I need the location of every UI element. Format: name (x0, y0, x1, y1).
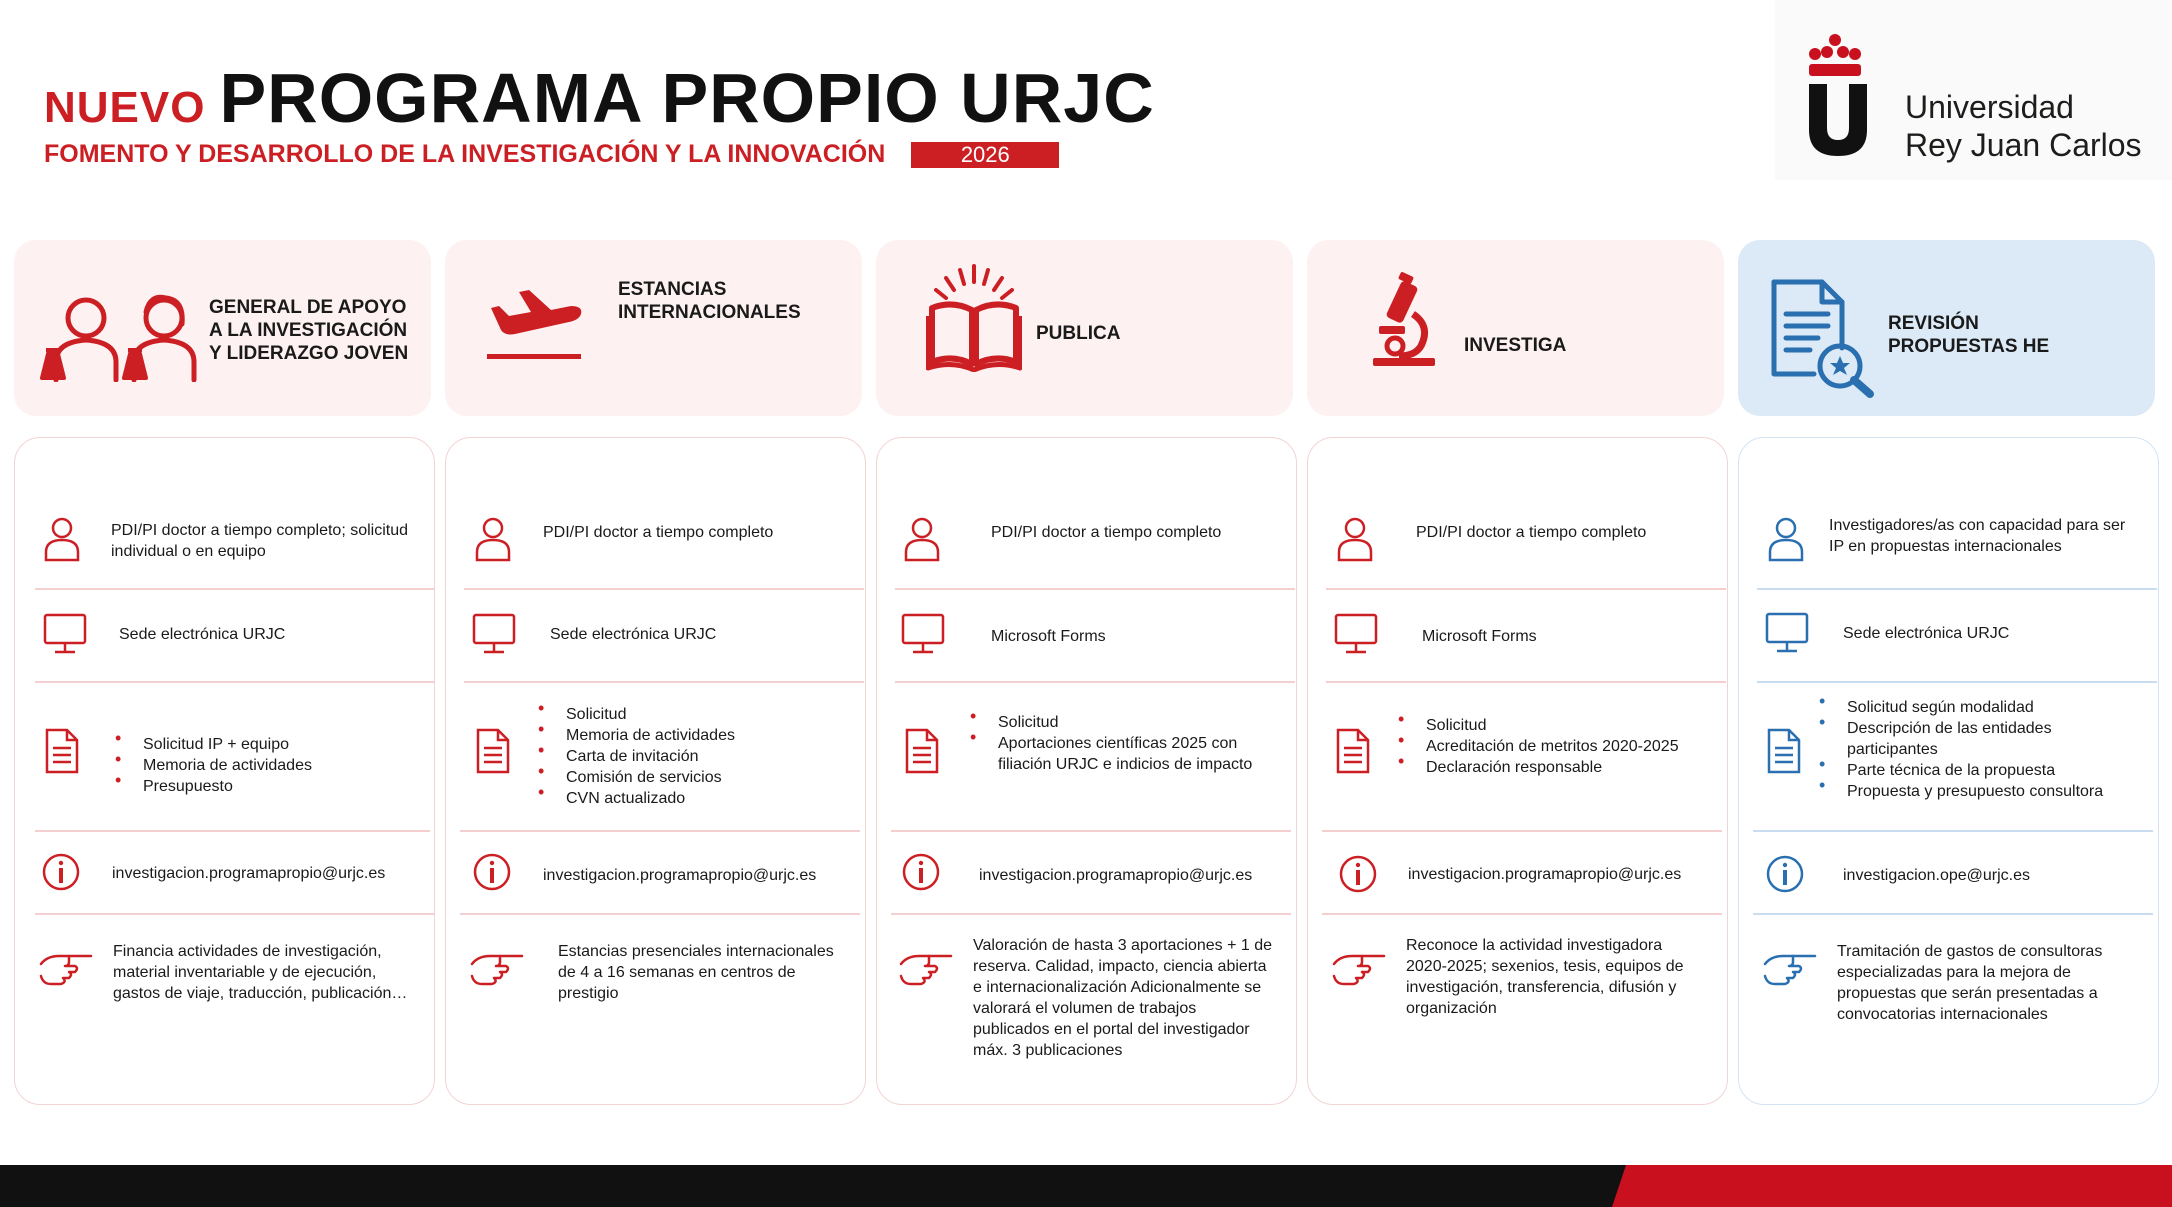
divider (1757, 588, 2157, 590)
document-item: • Solicitud (970, 712, 1270, 733)
description-text: Valoración de hasta 3 aportaciones + 1 de reserva. Calidad, impacto, ciencia abierta e internacionalización Adicionalmente se valorará el volumen de trabajos publicados en el portal del investigador máx. 3 publicaciones (973, 937, 1273, 1059)
person-icon (903, 516, 941, 562)
contact-email[interactable]: investigacion.ope@urjc.es (1843, 867, 2031, 884)
document-item: • Solicitud según modalidad (1819, 697, 2119, 718)
where-text: Microsoft Forms (991, 628, 1106, 645)
document-icon (476, 728, 510, 774)
divider (1753, 830, 2153, 832)
info-icon (901, 852, 941, 892)
document-item: • Comisión de servicios (538, 767, 848, 788)
pointing-hand-icon (1763, 946, 1819, 988)
person-icon (1767, 516, 1805, 562)
category-label (1888, 312, 2049, 358)
divider (1322, 830, 1722, 832)
divider (35, 913, 435, 915)
divider (1753, 913, 2153, 915)
category-card-investiga (1307, 240, 1724, 416)
category-label-line: GENERAL DE APOYO (209, 297, 407, 318)
category-card-publica (876, 240, 1293, 416)
document-icon (905, 728, 939, 774)
document-icon (1767, 728, 1801, 774)
divider (1326, 681, 1726, 683)
monitor-icon (1334, 613, 1378, 655)
who-text: PDI/PI doctor a tiempo completo (543, 524, 774, 541)
category-label-line: REVISIÓN (1888, 313, 1979, 334)
document-item: • Descripción de las entidades participantes (1819, 718, 2119, 760)
category-label-line: INVESTIGA (1464, 335, 1567, 356)
column-publica (876, 437, 1297, 1105)
document-item: • Carta de invitación (538, 746, 848, 767)
divider (895, 588, 1295, 590)
person-icon (43, 516, 81, 562)
document-item: • CVN actualizado (538, 788, 848, 809)
monitor-icon (901, 613, 945, 655)
where-text: Sede electrónica URJC (1843, 625, 2010, 642)
pointing-hand-icon (39, 946, 95, 988)
contact-email[interactable]: investigacion.programapropio@urjc.es (979, 867, 1253, 884)
who-text: PDI/PI doctor a tiempo completo (991, 524, 1222, 541)
document-item: • Aportaciones científicas 2025 con filiación URJC e indicios de impacto (970, 733, 1270, 775)
category-label (1464, 334, 1566, 357)
where-text: Sede electrónica URJC (550, 626, 717, 643)
pointing-hand-icon (470, 946, 526, 988)
divider (891, 913, 1291, 915)
page-subtitle: FOMENTO Y DESARROLLO DE LA INVESTIGACIÓN Y LA INNOVACIÓN (44, 140, 886, 168)
header (44, 58, 1155, 169)
who-text: PDI/PI doctor a tiempo completo; solicitud individual o en equipo (111, 522, 409, 560)
category-card-revision (1738, 240, 2155, 416)
info-icon (41, 852, 81, 892)
document-item: • Memoria de actividades (115, 755, 425, 776)
column-revision (1738, 437, 2159, 1105)
category-label (209, 296, 408, 365)
who-text: PDI/PI doctor a tiempo completo (1416, 524, 1647, 541)
info-icon (1338, 854, 1378, 894)
category-card-general (14, 240, 431, 416)
contact-email[interactable]: investigacion.programapropio@urjc.es (1408, 866, 1682, 883)
info-icon (1765, 854, 1805, 894)
document-icon (45, 728, 79, 774)
divider (35, 588, 435, 590)
description-text: Financia actividades de investigación, material inventariable y de ejecución, gastos de viaje, traducción, publicación… (113, 943, 408, 1002)
document-item: • Propuesta y presupuesto consultora (1819, 781, 2119, 802)
monitor-icon (43, 613, 87, 655)
document-item: • Memoria de actividades (538, 725, 848, 746)
title-prefix: NUEVO (44, 83, 206, 132)
document-item: • Solicitud (1398, 715, 1688, 736)
documents-list (115, 734, 425, 797)
university-name (1905, 88, 2142, 164)
monitor-icon (1765, 612, 1809, 654)
pointing-hand-icon (1332, 946, 1388, 988)
description-text: Reconoce la actividad investigadora 2020-2025; sexenios, tesis, equipos de investigación, transferencia, difusión y organización (1406, 937, 1684, 1017)
who-text: Investigadores/as con capacidad para ser IP en propuestas internacionales (1829, 517, 2126, 555)
category-label-line: ESTANCIAS (618, 279, 727, 300)
divider (460, 830, 860, 832)
info-icon (472, 852, 512, 892)
airplane-icon (485, 286, 585, 366)
divider (1757, 681, 2157, 683)
column-investiga (1307, 437, 1728, 1105)
crown-icon (1803, 32, 1867, 82)
monitor-icon (472, 613, 516, 655)
document-item: • Solicitud IP + equipo (115, 734, 425, 755)
document-item: • Presupuesto (115, 776, 425, 797)
category-label (618, 278, 801, 324)
divider (891, 830, 1291, 832)
documents-list (538, 704, 848, 809)
document-item: • Declaración responsable (1398, 757, 1688, 778)
column-general (14, 437, 435, 1105)
year-badge: 2026 (911, 142, 1059, 168)
where-text: Microsoft Forms (1422, 628, 1537, 645)
divider (35, 681, 435, 683)
documents-list (970, 712, 1270, 775)
divider (35, 830, 430, 832)
open-book-icon (926, 260, 1022, 372)
category-label (1036, 322, 1120, 345)
description-text: Estancias presenciales internacionales de 4 a 16 semanas en centros de prestigio (558, 943, 834, 1002)
column-estancias (445, 437, 866, 1105)
contact-email[interactable]: investigacion.programapropio@urjc.es (112, 865, 386, 882)
category-label-line: Y LIDERAZGO JOVEN (209, 343, 409, 364)
documents-list (1819, 697, 2119, 802)
document-item: • Acreditación de metritos 2020-2025 (1398, 736, 1688, 757)
where-text: Sede electrónica URJC (119, 626, 286, 643)
university-name-line2: Rey Juan Carlos (1905, 127, 2142, 163)
category-label-line: PUBLICA (1036, 323, 1121, 344)
urjc-logo (1775, 0, 2172, 180)
category-label-line: INTERNACIONALES (618, 302, 801, 323)
person-icon (1336, 516, 1374, 562)
contact-email[interactable]: investigacion.programapropio@urjc.es (543, 867, 817, 884)
university-name-line1: Universidad (1905, 89, 2074, 125)
divider (460, 913, 860, 915)
documents-list (1398, 715, 1688, 778)
document-search-icon (1766, 276, 1878, 398)
footer-accent (1612, 1165, 2172, 1207)
researchers-icon (32, 290, 208, 382)
description-text: Tramitación de gastos de consultoras especializadas para la mejora de propuestas que serán presentadas a convocatorias internacionales (1837, 943, 2103, 1023)
pointing-hand-icon (899, 946, 955, 988)
divider (1326, 588, 1726, 590)
person-icon (474, 516, 512, 562)
divider (464, 588, 864, 590)
document-item: • Parte técnica de la propuesta (1819, 760, 2119, 781)
category-label-line: A LA INVESTIGACIÓN (209, 320, 408, 341)
divider (895, 681, 1295, 683)
microscope-icon (1369, 270, 1439, 370)
divider (1322, 913, 1722, 915)
document-icon (1336, 728, 1370, 774)
u-letter-icon (1805, 80, 1871, 158)
category-label-line: PROPUESTAS HE (1888, 336, 2050, 357)
page-title: PROGRAMA PROPIO URJC (219, 59, 1155, 137)
document-item: • Solicitud (538, 704, 848, 725)
category-card-estancias (445, 240, 862, 416)
divider (464, 681, 864, 683)
